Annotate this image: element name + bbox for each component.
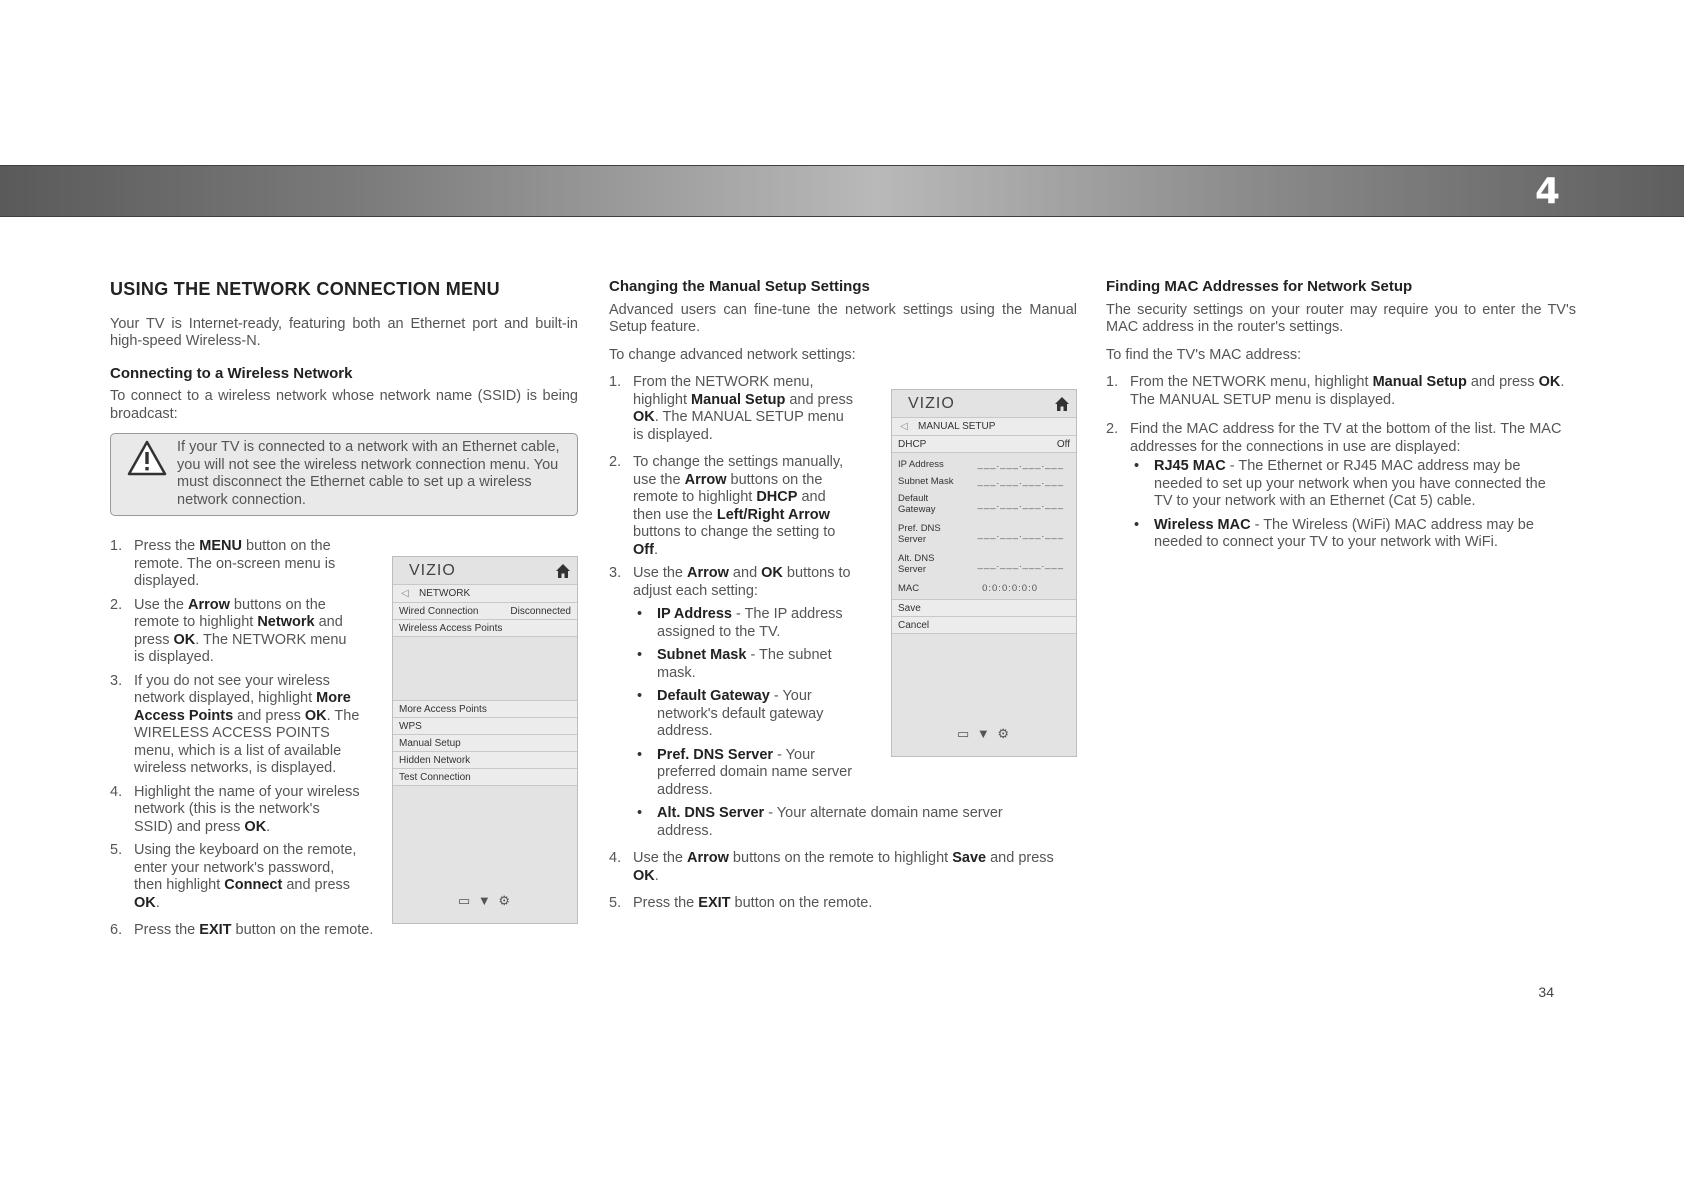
list-item: • Wireless MAC - The Wireless (WiFi) MAC address may be needed to connect your TV to your network with WiFi. (1130, 517, 1550, 552)
vizio-logo: VIZIO (409, 562, 456, 579)
tv-menu-item-wired: Wired Connection Disconnected (393, 603, 577, 620)
list-item: 5. Using the keyboard on the remote, enter your network's password, then highlight Connect and press OK. (110, 842, 357, 911)
tv-cancel-row: Cancel (892, 617, 1076, 634)
tv-alt-dns-row: Alt. DNS Server ___.___.___.___ (898, 553, 1064, 575)
wireless-intro: To connect to a wireless network whose network name (SSID) is being broadcast: (110, 388, 578, 422)
section-title: USING THE NETWORK CONNECTION MENU (110, 279, 500, 299)
note-box (110, 433, 578, 516)
list-item: 1. From the NETWORK menu, highlight Manual Setup and press OK. The MANUAL SETUP menu is displayed. (1106, 374, 1565, 408)
list-item: • Subnet Mask - The subnet mask. (633, 647, 863, 682)
home-icon (1054, 396, 1070, 412)
tv-pref-dns-row: Pref. DNS Server ___.___.___.___ (898, 523, 1064, 545)
list-item: 6. Press the EXIT button on the remote. (110, 922, 374, 938)
manual-intro: Advanced users can fine-tune the network settings using the Manual Setup feature. (609, 301, 1077, 335)
vizio-logo: VIZIO (908, 395, 955, 412)
tv-submenu-title: ◁ NETWORK (393, 585, 577, 603)
heading-mac-addresses: Finding MAC Addresses for Network Setup (1106, 278, 1413, 295)
tv-mac-row: MAC 0:0:0:0:0:0 (892, 583, 1076, 600)
tv-gateway-row: Default Gateway ___.___.___.___ (898, 493, 1064, 515)
chapter-number: 4 (1534, 171, 1560, 212)
list-item: 1. From the NETWORK menu, highlight Manual Setup and press OK. The MANUAL SETUP menu is displayed. (609, 374, 854, 443)
tv-menu-item: WPS (393, 718, 577, 735)
back-arrow-icon: ◁ (401, 588, 409, 599)
note-text: If your TV is connected to a network with an Ethernet cable, you will not see the wireless network connection menu. You must disconnect the Ethernet cable to set up a wireless network connection. (177, 439, 560, 508)
list-item: 2. Use the Arrow buttons on the remote to highlight Network and press OK. The NETWORK menu is displayed. (110, 596, 347, 665)
home-icon (555, 563, 571, 579)
chapter-banner (0, 165, 1684, 217)
tv-menu-item: Manual Setup (393, 735, 577, 752)
manual-intro2: To change advanced network settings: (609, 346, 856, 363)
right-column (1106, 278, 1576, 558)
mac-intro2: To find the TV's MAC address: (1106, 346, 1302, 363)
intro-paragraph: Your TV is Internet-ready, featuring both an Ethernet port and built-in high-speed Wireless-N. (110, 315, 578, 349)
list-item: • Default Gateway - Your network's default gateway address. (633, 688, 863, 741)
heading-manual-setup: Changing the Manual Setup Settings (609, 278, 870, 295)
list-item: 5. Press the EXIT button on the remote. (609, 895, 873, 911)
tv-manual-setup-menu (891, 389, 1077, 757)
tv-menu-item: Hidden Network (393, 752, 577, 769)
list-item: 1. Press the MENU button on the remote. The on-screen menu is displayed. (110, 538, 336, 589)
mac-intro: The security settings on your router may require you to enter the TV's MAC address in the router's settings. (1106, 301, 1576, 335)
tv-network-menu (392, 556, 578, 924)
mac-bullets (1130, 458, 1576, 552)
list-item: 2. To change the settings manually, use the Arrow buttons on the remote to highlight DHCP and then use the Left/Right Arrow buttons to change the setting to Off. (609, 454, 844, 558)
tv-ip-row: IP Address ___.___.___.___ (898, 459, 1064, 470)
tv-save-row: Save (892, 600, 1076, 617)
list-item: 2. Find the MAC address for the TV at the bottom of the list. The MAC addresses for the connections in use are displayed: • RJ45 MAC - The Ethernet or RJ45 MAC address may be needed to set up your network when you have connected the TV to your network with an Ethernet (Cat 5) cable. • Wireless MAC - The Wireless (WiFi) MAC address may be needed to connect your TV to your network with WiFi. (1106, 421, 1576, 552)
tv-menu-item-wap: Wireless Access Points (393, 620, 577, 637)
tv-menu-item: More Access Points (393, 701, 577, 718)
tv-menu-item: Test Connection (393, 769, 577, 786)
warning-icon (127, 440, 167, 476)
list-item: • Alt. DNS Server - Your alternate domain name server address. (633, 805, 1033, 840)
tv-nav-icons: ▭ ▼ ⚙ (956, 726, 1012, 741)
list-item: 3. Use the Arrow and OK buttons to adjust each setting: • IP Address - The IP address assigned to the TV. • Subnet Mask - The subnet mask. • Default Gateway - Your network's default gateway address. • Pref. DNS Server - Your preferred domain name server address. • Alt. DNS Server - Your alternate domain name server address. (609, 565, 1077, 840)
list-item: 4. Use the Arrow buttons on the remote to highlight Save and press OK. (609, 850, 1054, 884)
page-number: 34 (1538, 984, 1554, 1000)
subheading-wireless: Connecting to a Wireless Network (110, 364, 353, 382)
back-arrow-icon: ◁ (900, 421, 908, 432)
list-item: • Pref. DNS Server - Your preferred domain name server address. (633, 747, 863, 800)
tv-dhcp-row: DHCP Off (892, 436, 1076, 453)
tv-submenu-title: ◁ MANUAL SETUP (892, 418, 1076, 436)
list-item: 3. If you do not see your wireless network displayed, highlight More Access Points and press OK. The WIRELESS ACCESS POINTS menu, which is a list of available wireless networks, is displayed. (110, 672, 360, 776)
tv-nav-icons: ▭ ▼ ⚙ (457, 893, 513, 908)
list-item: • RJ45 MAC - The Ethernet or RJ45 MAC address may be needed to set up your network when you have connected the TV to your network with an Ethernet (Cat 5) cable. (1130, 458, 1550, 511)
list-item: 4. Highlight the name of your wireless network (this is the network's SSID) and press OK. (110, 783, 360, 835)
mac-steps (1106, 374, 1576, 552)
list-item: • IP Address - The IP address assigned to the TV. (633, 606, 863, 641)
tv-subnet-row: Subnet Mask ___.___.___.___ (898, 476, 1064, 487)
